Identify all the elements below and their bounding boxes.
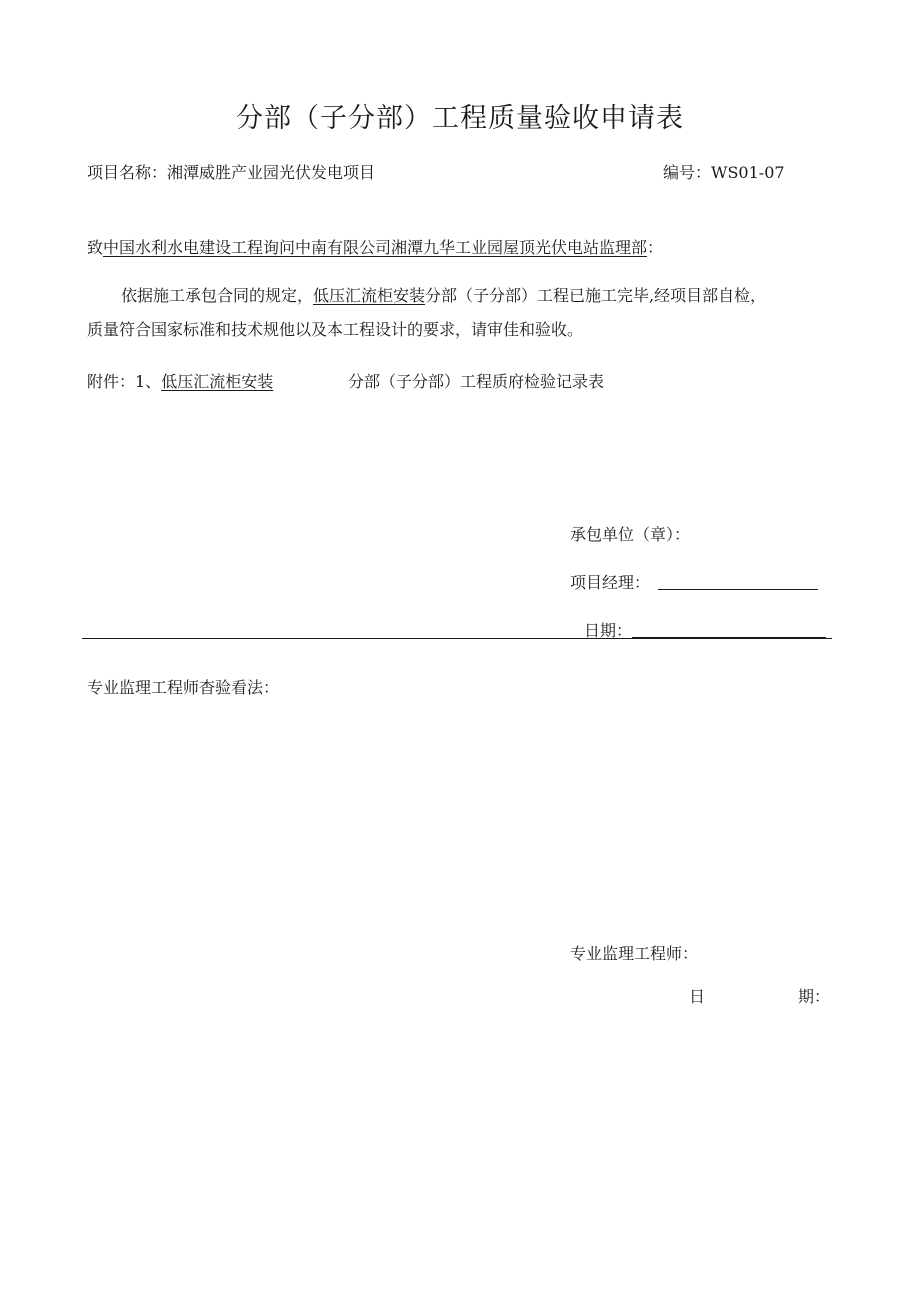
project-manager-row (570, 570, 818, 593)
project-manager-signature-line (658, 573, 818, 590)
project-manager-label: 项目经理： (570, 573, 651, 592)
document-number-row (663, 160, 785, 183)
body-line-1-pre: 依据施工承包合同的规定， (121, 286, 314, 305)
supervisor-date-label-2: 期： (798, 987, 831, 1006)
subproject-name: 低压汇流柜安装 (313, 286, 426, 305)
addressee-line (87, 235, 663, 258)
attachment-label: 附件：1、 (87, 372, 162, 391)
document-number-value: WS01-07 (711, 163, 785, 182)
contractor-date-label: 日期： (584, 621, 633, 640)
addressee-name: 中国水利水电建设工程询问中南有限公司湘潭九华工业园屋顶光伏电站监理部 (103, 238, 648, 257)
addressee-prefix: 致 (87, 238, 104, 257)
attachment-line (87, 369, 273, 392)
document-number-label: 编号： (663, 163, 712, 182)
attachment-item: 低压汇流柜安装 (161, 372, 274, 391)
body-line-2: 质量符合国家标准和技术规他以及本工程设计的要求，请审佳和验收。 (87, 320, 584, 339)
contractor-date-line (632, 621, 826, 638)
contractor-unit-label: 承包单位（章）： (570, 525, 691, 544)
section-divider (82, 638, 832, 639)
body-line-1-post: 分部（子分部）工程已施工完毕,经项目部自检， (425, 286, 767, 305)
supervising-engineer-label: 专业监理工程师： (570, 944, 699, 963)
supervisor-opinion-label: 专业监理工程师杳验看法： (87, 678, 280, 697)
page-title: 分部（子分部）工程质量验收申请表 (236, 103, 684, 134)
project-name-value: 湘潭威胜产业园光伏发电项目 (167, 163, 376, 182)
supervisor-date-label-1: 日 (689, 987, 706, 1006)
addressee-suffix: ： (647, 238, 664, 257)
project-name-label: 项目名称： (87, 163, 168, 182)
body-line-1 (121, 283, 766, 306)
attachment-suffix: 分部（子分部）工程质府检验记录表 (348, 372, 605, 391)
project-name-row (87, 160, 375, 183)
